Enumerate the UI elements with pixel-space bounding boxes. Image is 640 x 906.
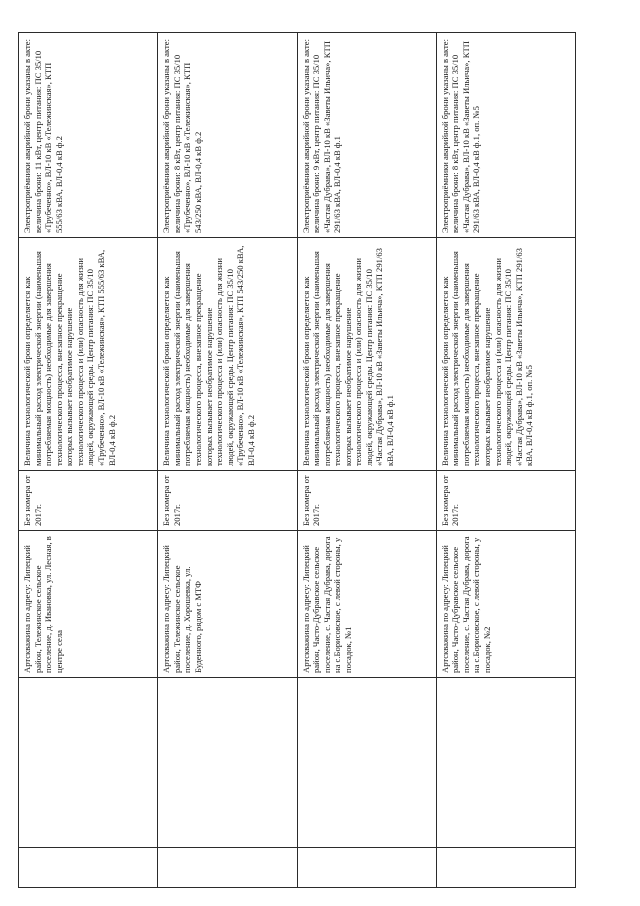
note-cell: Электроприёмники аварийной брони указаны в акте: величина брони: 9 кВт, центр питания: ПС 35/10 «Частая Дубрава», ВЛ-10 кВ «Заветы Ильича», КТП 291/63 кВА, ВЛ-0,4 кВ ф.1 [297, 33, 436, 238]
emergency-reserve-table [18, 32, 576, 888]
note-cell: Электроприёмники аварийной брони указаны в акте: величина брони: 11 кВт, центр питания: ПС 35/10 «Трубеченно», ВЛ-10 кВ «Тележинская», КТП 555/63 кВА, ВЛ-0,4 кВ ф.2 [19, 33, 158, 238]
blank-cell [19, 678, 158, 848]
magnitude-cell: Величина технологической брони определяется как минимальный расход электрической энергии (наименьшая потребляемая мощность) необходимые для завершения технологического процесса, внезапное прекращение которых вызывает необратимое нарушение технологического процесса и (или) опасность для жизни людей, окружающей среды. Центр питания: ПС 35/10 «Частая Дубрава», ВЛ-10 кВ «Заветы Ильича», КТП 291/63 кВА, ВЛ-0,4 кВ ф.1 [297, 238, 436, 471]
table-row [158, 33, 297, 888]
object-cell: Артскважина по адресу: Липецкий район, Часто-Дубравское сельское поселение, с. Частая Дубрава, дорога на с.Борисовское, с левой стороны, у посадок, №2 [436, 531, 575, 678]
number-cell [436, 848, 575, 888]
number-cell [19, 848, 158, 888]
rotated-table-wrapper [18, 33, 576, 888]
table-row [436, 33, 575, 888]
object-cell: Артскважина по адресу: Липецкий район, Часто-Дубравское сельское поселение, с. Частая Дубрава, дорога на с.Борисовское, с левой стороны, у посадок, №1 [297, 531, 436, 678]
document-cell: Без номера от 2017г. [19, 471, 158, 531]
magnitude-cell: Величина технологической брони определяется как минимальный расход электрической энергии (наименьшая потребляемая мощность) необходимые для завершения технологического процесса, внезапное прекращение которых вызывает необратимое нарушение технологического процесса и (или) опасность для жизни людей, окружающей среды. Центр питания: ПС 35/10 «Частая Дубрава», ВЛ-10 кВ «Заветы Ильича», КТП 291/63 кВА, ВЛ-0,4 кВ ф.1, оп. №5 [436, 238, 575, 471]
blank-cell [158, 678, 297, 848]
document-cell: Без номера от 2017г. [158, 471, 297, 531]
blank-cell [436, 678, 575, 848]
table-row [19, 33, 158, 888]
object-cell: Артскважина по адресу: Липецкий район, Тележинское сельское поселение, д. Ивановка, ул. Лесная, в центре села [19, 531, 158, 678]
magnitude-cell: Величина технологической брони определяется как минимальный расход электрической энергии (наименьшая потребляемая мощность) необходимые для завершения технологического процесса, внезапное прекращение которых вызывает необратимое нарушение технологического процесса и (или) опасность для жизни людей, окружающей среды. Центр питания: ПС 35/10 «Трубеченно», ВЛ-10 кВ «Тележинская», КТП 543/250 кВА, ВЛ-0,4 кВ ф.2 [158, 238, 297, 471]
document-cell: Без номера от 2017г. [436, 471, 575, 531]
object-cell: Артскважина по адресу: Липецкий район, Тележинское сельское поселение, д. Хорошевка, ул. Буденного, рядом с МТФ [158, 531, 297, 678]
magnitude-cell: Величина технологической брони определяется как минимальный расход электрической энергии (наименьшая потребляемая мощность) необходимые для завершения технологического процесса, внезапное прекращение которых вызывает необратимое нарушение технологического процесса и (или) опасность для жизни людей, окружающей среды. Центр питания: ПС 35/10 «Трубеченно», ВЛ-10 кВ «Тележинская», КТП 555/63 кВА, ВЛ-0,4 кВ ф.2 [19, 238, 158, 471]
blank-cell [297, 678, 436, 848]
note-cell: Электроприёмники аварийной брони указаны в акте: величина брони: 8 кВт, центр питания: ПС 35/10 «Трубеченно», ВЛ-10 кВ «Тележинская», КТП 543/250 кВА, ВЛ-0,4 кВ ф.2 [158, 33, 297, 238]
note-cell: Электроприёмники аварийной брони указаны в акте: величина брони: 8 кВт, центр питания: ПС 35/10 «Частая Дубрава», ВЛ-10 кВ «Заветы Ильича», КТП 291/63 кВА, ВЛ-0,4 кВ ф.1, оп. №5 [436, 33, 575, 238]
number-cell [297, 848, 436, 888]
document-cell: Без номера от 2017г. [297, 471, 436, 531]
number-cell [158, 848, 297, 888]
table-row [297, 33, 436, 888]
